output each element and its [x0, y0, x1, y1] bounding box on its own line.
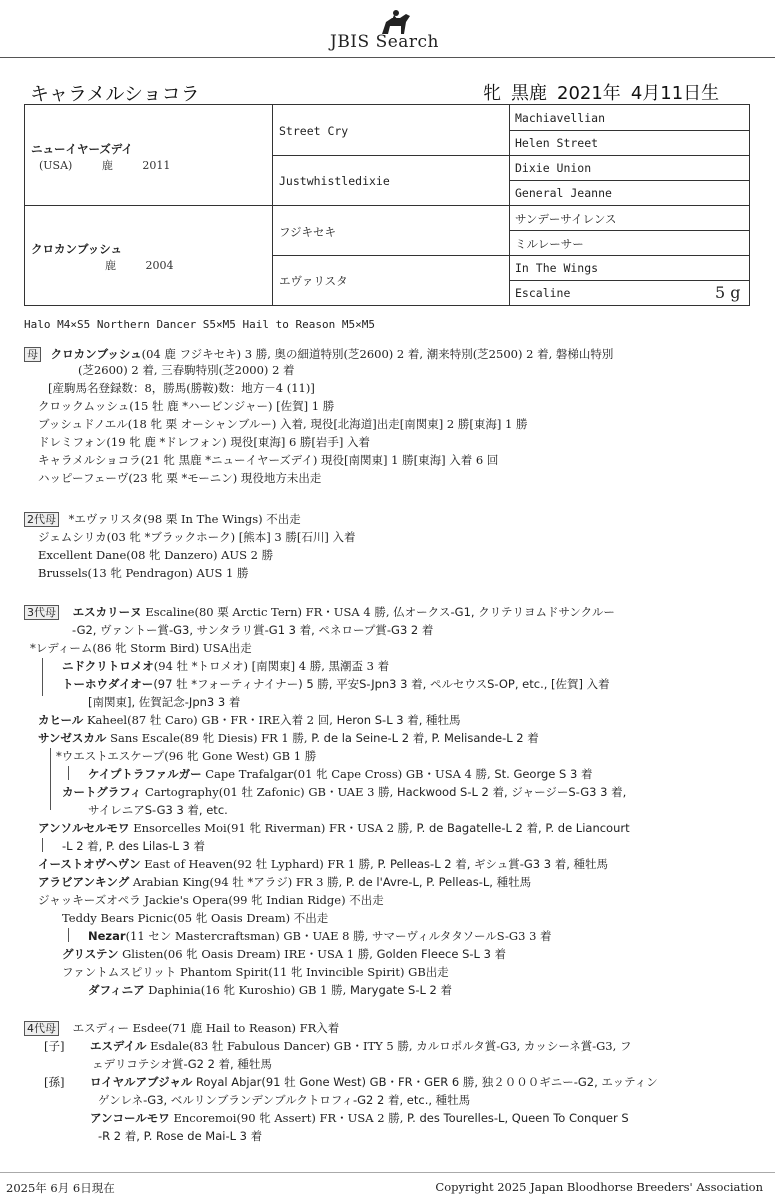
ancestor-ssd[interactable]: Helen Street — [515, 136, 599, 150]
g3-progeny-8a[interactable] — [88, 983, 452, 998]
g3-progeny-1[interactable]: *レディーム(86 牝 Storm Bird) USA出走 — [30, 641, 252, 655]
g4-child-label: [子] — [44, 1039, 65, 1053]
g3-progeny-2-race: Heron S-L 3 着, 種牡馬 — [336, 713, 461, 727]
g3-progeny-3-record: Sans Escale(89 牝 Diesis) FR 1 勝, — [110, 731, 308, 745]
g3-progeny-1b-name: トーホウダイオー — [62, 677, 154, 691]
dam-details — [105, 257, 174, 273]
g2-tag: 2代母 — [24, 512, 59, 527]
g3-progeny-1a-name: ニドクリトロメオ — [62, 659, 154, 673]
g3-progeny-3a[interactable]: *ウエストエスケープ(96 牝 Gone West) GB 1 勝 — [56, 749, 317, 763]
ancestor-dsd[interactable]: ミルレーサー — [515, 237, 584, 251]
dam-dam[interactable]: エヴァリスタ — [279, 274, 348, 288]
g3-progeny-3-race: P. de la Seine-L 2 着, P. Melisande-L 2 着 — [311, 731, 539, 745]
g4-grandchild-2[interactable] — [90, 1111, 629, 1126]
g2-line-1 — [24, 512, 301, 527]
g3-progeny-8a-record: Daphinia(16 牝 Kuroshio) GB 1 勝, — [148, 983, 347, 997]
g3-line-1 — [24, 605, 615, 620]
g3-progeny-8a-race: Marygate S-L 2 着 — [349, 983, 453, 997]
pedigree-row-divider-g3c — [509, 230, 749, 231]
dam-record-2: (芝2600) 2 着, 三春駒特別(芝2000) 2 着 — [78, 363, 295, 377]
g3-progeny-3b-record: Cartography(01 牡 Zafonic) GB・UAE 3 勝, — [145, 785, 394, 799]
g3-progeny-3a1-record: Cape Trafalgar(01 牝 Cape Cross) GB・USA 4 勝, — [205, 767, 491, 781]
g2-progeny-1[interactable]: ジェムシリカ(03 牝 *ブラックホーク) [熊本] 3 勝[石川] 入着 — [38, 530, 356, 544]
g3-progeny-4-name: アンソルセルモワ — [38, 821, 130, 835]
g3-progeny-7a1-name: Nezar — [88, 929, 126, 943]
tree-line-5 — [68, 928, 69, 942]
g3-progeny-2-record: Kaheel(87 牡 Caro) GB・FR・IRE入着 2 回, — [86, 713, 333, 727]
dam-record-1: (04 鹿 フジキセキ) 3 勝, 奥の細道特別(芝2600) 2 着, 潮来特別(芝2500) 2 着, 磐梯山特別 — [141, 347, 614, 361]
tree-line-1 — [42, 658, 43, 696]
ancestor-dds[interactable]: In The Wings — [515, 261, 599, 275]
g3-progeny-4-race: P. de Bagatelle-L 2 着, P. de Liancourt — [416, 821, 630, 835]
footer-date: 2025年 6月 6日現在 — [6, 1181, 115, 1195]
inbreeding-summary: Halo M4×S5 Northern Dancer S5×M5 Hail to Reason M5×M5 — [24, 318, 375, 331]
g3-progeny-3a1-name: ケイプトラファルガー — [88, 767, 202, 781]
g4-grandchild-2-race-2: -R 2 着, P. Rose de Mai-L 3 着 — [98, 1129, 263, 1143]
g3-progeny-2[interactable] — [38, 713, 461, 728]
tree-line-4 — [42, 838, 43, 852]
g3-progeny-3b-name: カートグラフィ — [62, 785, 142, 799]
g4-grandchild-1-record: Royal Abjar(91 牡 Gone West) GB・FR・GER 6 勝, 独２０００ギニー-G2, エッティン — [196, 1075, 658, 1089]
g3-progeny-6-record: Arabian King(94 牡 *アラジ) FR 3 勝, — [132, 875, 343, 889]
dam-tag: 母 — [24, 347, 41, 362]
g2-record[interactable]: *エヴァリスタ(98 栗 In The Wings) 不出走 — [68, 512, 301, 526]
g3-progeny-3a1[interactable] — [88, 767, 592, 782]
sire-year: 2011 — [142, 159, 171, 172]
g3-tag: 3代母 — [24, 605, 59, 620]
header-divider — [0, 57, 775, 58]
logo-text: JBIS Search — [330, 32, 440, 52]
g3-progeny-6[interactable] — [38, 875, 531, 890]
pedigree-row-divider-g3b — [509, 180, 749, 181]
dam-sire[interactable]: フジキセキ — [279, 225, 337, 239]
g3-progeny-1b-record-2: [南関東], 佐賀記念-Jpn3 3 着 — [88, 695, 241, 709]
g4-grandchild-2-name: アンコールモワ — [90, 1111, 170, 1125]
g3-progeny-8a-name: ダフィニア — [88, 983, 145, 997]
g4-grandchild-2-record: Encoremoi(90 牝 Assert) FR・USA 2 勝, — [173, 1111, 404, 1125]
g3-progeny-3a1-race: St. George S 3 着 — [494, 767, 593, 781]
dam-family-name[interactable]: クロカンブッシュ — [50, 347, 142, 361]
g3-progeny-7b-race: Golden Fleece S-L 3 着 — [376, 947, 507, 961]
g3-progeny-7a1[interactable] — [88, 929, 552, 944]
sire-details — [39, 157, 170, 173]
g3-progeny-1a[interactable] — [62, 659, 389, 674]
dam-progeny-3[interactable]: ドレミフォン(19 牝 鹿 *ドレフォン) 現役[東海] 6 勝[岩手] 入着 — [38, 435, 371, 449]
sire-origin: (USA) — [39, 159, 73, 172]
tree-line-2 — [50, 748, 51, 810]
g4-line-1 — [24, 1021, 339, 1036]
g2-progeny-2[interactable]: Excellent Dane(08 牝 Danzero) AUS 2 勝 — [38, 548, 274, 562]
dam-record-3: [産駒馬名登録数：8，勝馬(勝鞍)数：地方－4 (11)] — [48, 381, 315, 395]
pedigree-row-divider-g3d — [509, 280, 749, 281]
g3-record-2: -G2, ヴァントー賞-G3, サンタラリ賞-G1 3 着, ペネロープ賞-G3 2 着 — [72, 623, 434, 637]
g3-progeny-4-record: Ensorcelles Moi(91 牝 Riverman) FR・USA 2 勝, — [133, 821, 413, 835]
g3-progeny-5-record: East of Heaven(92 牡 Lyphard) FR 1 勝, — [144, 857, 374, 871]
ancestor-sdd[interactable]: General Jeanne — [515, 186, 612, 200]
pedigree-row-divider-g2b — [272, 255, 749, 256]
dam-progeny-1[interactable]: クロックムッシュ(15 牡 鹿 *ハービンジャー) [佐賀] 1 勝 — [38, 399, 335, 413]
dam-year: 2004 — [145, 259, 174, 272]
ancestor-dss[interactable]: サンデーサイレンス — [515, 212, 617, 226]
sire-color: 鹿 — [101, 159, 113, 172]
g3-progeny-8[interactable]: ファントムスピリット Phantom Spirit(11 牝 Invincible Spirit) GB出走 — [62, 965, 449, 979]
g3-progeny-4[interactable] — [38, 821, 630, 836]
g4-child-1-record: Esdale(83 牡 Fabulous Dancer) GB・ITY 5 勝, カルロポルタ賞-G3, カッシーネ賞-G3, フ — [150, 1039, 632, 1053]
footer-divider — [0, 1172, 775, 1173]
g3-progeny-7[interactable]: ジャッキーズオペラ Jackie's Opera(99 牝 Indian Ridge) 不出走 — [38, 893, 384, 907]
g3-progeny-1b-record: (97 牡 *フォーティナイナー) 5 勝, 平安S-Jpn3 3 着, ペルセウスS-OP, etc., [佐賀] 入着 — [153, 677, 610, 691]
dam-progeny-4[interactable]: キャラメルショコラ(21 牝 黒鹿 *ニューイヤーズデイ) 現役[南関東] 1 勝[東海] 入着 6 回 — [38, 453, 499, 467]
sire-sire[interactable]: Street Cry — [279, 124, 349, 138]
sire-name[interactable]: ニューイヤーズデイ — [31, 142, 133, 156]
g3-progeny-6-name: アラビアンキング — [38, 875, 130, 889]
g4-child-1[interactable] — [90, 1039, 631, 1054]
pedigree-row-divider-g3a — [509, 130, 749, 131]
ancestor-ddd[interactable]: Escaline — [515, 286, 571, 300]
dam-color: 鹿 — [105, 259, 116, 272]
g3-progeny-4-race-2: -L 2 着, P. des Lilas-L 3 着 — [62, 839, 205, 853]
dam-name[interactable]: クロカンブッシュ — [31, 242, 122, 256]
g3-progeny-3b-race: Hackwood S-L 2 着, ジャージーS-G3 3 着, — [396, 785, 627, 799]
g4-grandchild-1[interactable] — [90, 1075, 658, 1090]
g3-progeny-2-name: カヒール — [38, 713, 84, 727]
g3-progeny-5-race: P. Pelleas-L 2 着, ギシュ賞-G3 3 着, 種牡馬 — [377, 857, 609, 871]
g2-progeny-3[interactable]: Brussels(13 牝 Pendragon) AUS 1 勝 — [38, 566, 249, 580]
g3-progeny-3[interactable] — [38, 731, 539, 746]
g3-progeny-7b-record: Glisten(06 牝 Oasis Dream) IRE・USA 1 勝, — [122, 947, 373, 961]
g3-progeny-1a-record: (94 牡 *トロメオ) [南関東] 4 勝, 黒潮盃 3 着 — [153, 659, 390, 673]
g3-record-1b: 仏オークス-G1, クリテリヨムドサンクルー — [393, 605, 615, 619]
g4-child-1-record-2: ェデリコテシオ賞-G2 2 着, 種牡馬 — [92, 1057, 272, 1071]
g3-progeny-3b-race-2: サイレニアS-G3 3 着, etc. — [88, 803, 228, 817]
footer-copyright: Copyright 2025 Japan Bloodhorse Breeders' Association — [435, 1180, 763, 1194]
g3-name[interactable]: エスカリーヌ — [72, 605, 142, 619]
g4-grandchild-1-record-2: ゲンレネ-G3, ベルリンブランデンブルクトロフィ-G2 2 着, etc., 種牡馬 — [98, 1093, 471, 1107]
pedigree-row-divider-g2a — [272, 155, 749, 156]
g3-progeny-3-name: サンゼスカル — [38, 731, 107, 745]
g3-progeny-6-race: P. de l'Avre-L, P. Pelleas-L, 種牡馬 — [345, 875, 532, 889]
g3-progeny-5-name: イーストオヴヘヴン — [38, 857, 141, 871]
horse-name: キャラメルショコラ — [30, 83, 200, 105]
ancestor-sss[interactable]: Machiavellian — [515, 111, 606, 125]
dam-line-1 — [24, 347, 613, 362]
g3-progeny-7b-name: グリステン — [62, 947, 119, 961]
horse-color: 黒鹿 — [511, 83, 547, 104]
tree-line-3 — [68, 766, 69, 780]
g3-progeny-3b[interactable] — [62, 785, 626, 800]
horse-sex: 牝 — [483, 83, 501, 104]
dam-progeny-5[interactable]: ハッピーフェーヴ(23 牝 栗 *モーニン) 現役地方未出走 — [38, 471, 322, 485]
pedigree-table — [24, 104, 750, 306]
g4-record[interactable]: エスディー Esdee(71 鹿 Hail to Reason) FR入着 — [72, 1021, 340, 1035]
g4-child-1-name: エスデイル — [90, 1039, 147, 1053]
horse-birth-year: 2021年 — [557, 83, 621, 104]
horse-birthday: 4月11日生 — [630, 83, 720, 104]
g4-grandchild-1-name: ロイヤルアブジャル — [90, 1075, 193, 1089]
g3-progeny-7a1-record: (11 セン Mastercraftsman) GB・UAE 8 勝, サマーヴィルタタソールS-G3 3 着 — [125, 929, 552, 943]
ancestor-sds[interactable]: Dixie Union — [515, 161, 592, 175]
g3-progeny-1b[interactable] — [62, 677, 610, 692]
sire-dam[interactable]: Justwhistledixie — [279, 174, 390, 188]
dam-progeny-2[interactable]: ブッシュドノエル(18 牝 栗 オーシャンブルー) 入着, 現役[北海道]出走[南関東] 2 勝[東海] 1 勝 — [38, 417, 528, 431]
horse-profile — [483, 79, 719, 105]
g3-record-1a: Escaline(80 栗 Arctic Tern) FR・USA 4 勝, — [145, 605, 390, 619]
g4-grandchild-label: [孫] — [44, 1075, 65, 1089]
g4-grandchild-2-race: P. des Tourelles-L, Queen To Conquer S — [407, 1111, 629, 1125]
g3-progeny-7b[interactable] — [62, 947, 506, 962]
g3-progeny-7a[interactable]: Teddy Bears Picnic(05 牝 Oasis Dream) 不出走 — [62, 911, 329, 925]
g4-tag: 4代母 — [24, 1021, 59, 1036]
inbreed-generation-note: 5 g — [715, 283, 741, 302]
pedigree-row-divider-main — [25, 205, 749, 206]
g3-progeny-5[interactable] — [38, 857, 608, 872]
